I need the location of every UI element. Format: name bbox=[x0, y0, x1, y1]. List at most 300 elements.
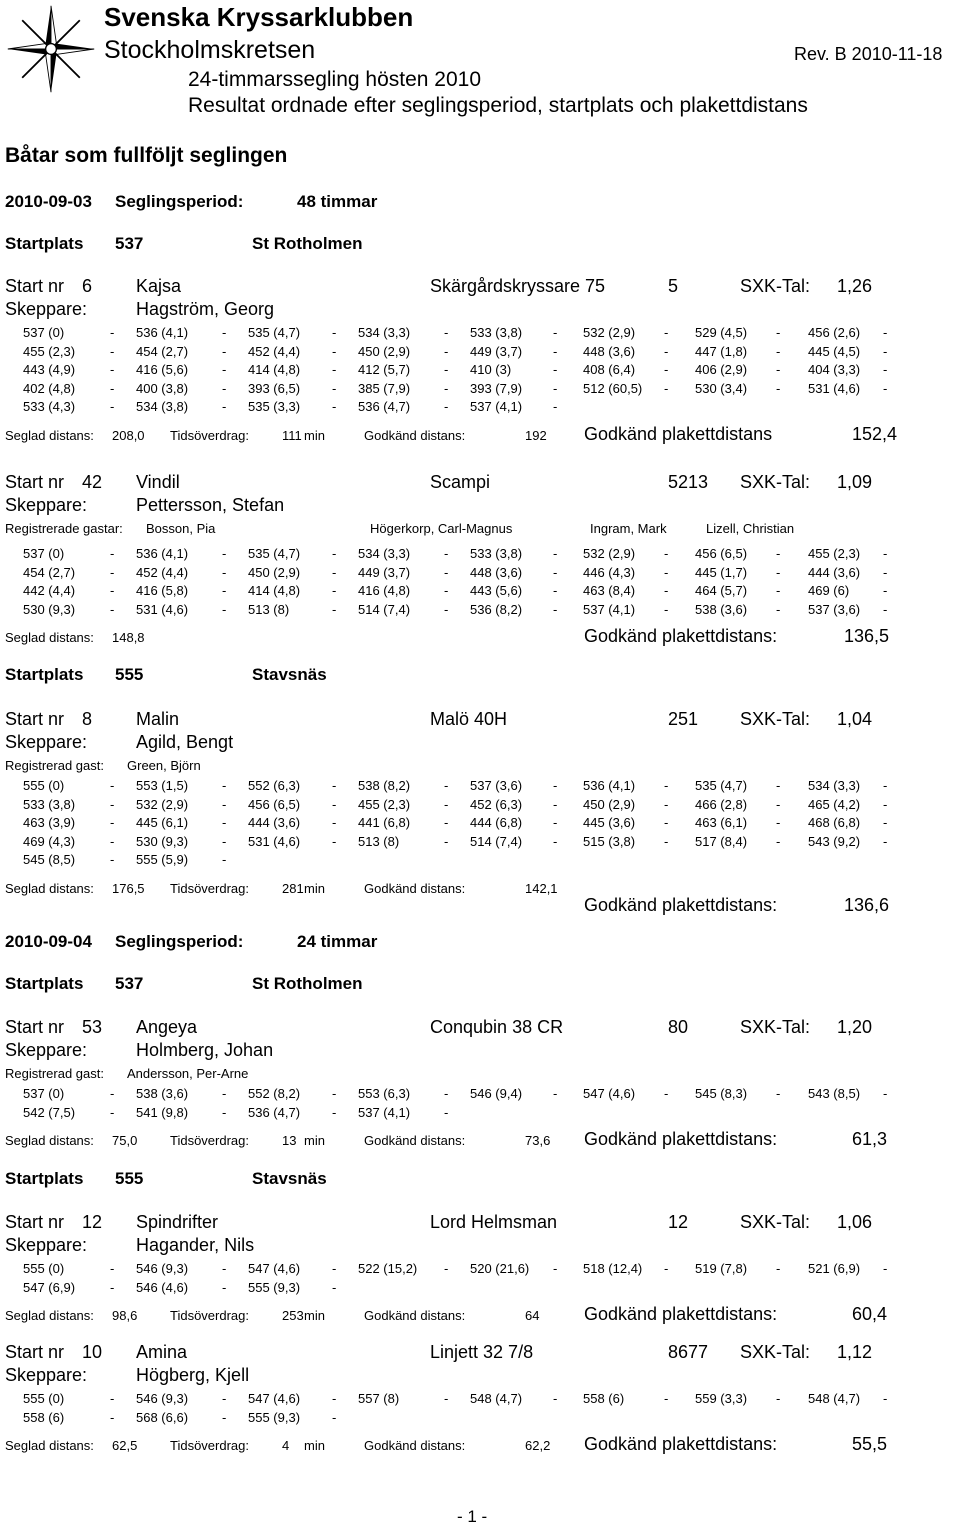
separator-dash: - bbox=[222, 1086, 227, 1101]
separator-dash: - bbox=[883, 815, 888, 830]
waypoint-row bbox=[0, 583, 960, 601]
period-duration: 48 timmar bbox=[297, 192, 378, 211]
separator-dash: - bbox=[444, 778, 449, 793]
approved-distance-label: Godkänd distans: bbox=[364, 880, 466, 896]
sxk-label: SXK-Tal: bbox=[740, 1017, 811, 1037]
waypoint: 449 (3,7) bbox=[358, 564, 411, 580]
boat-name: Vindil bbox=[136, 472, 180, 492]
waypoint-row bbox=[0, 1086, 960, 1104]
waypoint-row bbox=[0, 1261, 960, 1279]
separator-dash: - bbox=[553, 601, 558, 617]
separator-dash: - bbox=[332, 362, 337, 377]
waypoint: 410 (3) bbox=[470, 362, 512, 377]
separator-dash: - bbox=[332, 583, 337, 598]
boat-type: Scampi bbox=[430, 472, 491, 492]
separator-dash: - bbox=[110, 1086, 115, 1101]
start-nr-label: Start nr bbox=[5, 276, 65, 296]
waypoint: 536 (4,1) bbox=[136, 325, 189, 340]
separator-dash: - bbox=[776, 343, 781, 359]
waypoint: 455 (2,3) bbox=[808, 546, 861, 561]
sail-number: 80 bbox=[668, 1017, 689, 1037]
waypoint: 522 (15,2) bbox=[358, 1261, 418, 1276]
waypoint: 393 (7,9) bbox=[470, 380, 523, 396]
sxk-value: 1,04 bbox=[837, 709, 873, 729]
waypoint: 531 (4,6) bbox=[136, 601, 189, 617]
plaque-distance: 61,3 bbox=[852, 1129, 888, 1149]
separator-dash: - bbox=[553, 1086, 558, 1101]
start-nr: 10 bbox=[82, 1342, 103, 1362]
waypoint: 519 (7,8) bbox=[695, 1261, 748, 1276]
separator-dash: - bbox=[776, 564, 781, 580]
crew-member: Green, Björn bbox=[127, 758, 201, 773]
separator-dash: - bbox=[222, 1409, 227, 1425]
separator-dash: - bbox=[664, 362, 669, 377]
waypoint: 444 (3,6) bbox=[248, 815, 301, 830]
separator-dash: - bbox=[553, 796, 558, 812]
start-nr: 6 bbox=[82, 276, 93, 296]
waypoint: 414 (4,8) bbox=[248, 362, 301, 377]
waypoint: 538 (3,6) bbox=[695, 601, 748, 617]
separator-dash: - bbox=[222, 852, 227, 867]
startplats-label: Startplats bbox=[5, 665, 84, 684]
waypoint-row bbox=[0, 399, 960, 417]
separator-dash: - bbox=[664, 343, 669, 359]
separator-dash: - bbox=[110, 852, 115, 867]
separator-dash: - bbox=[664, 564, 669, 580]
separator-dash: - bbox=[222, 399, 227, 414]
sailed-distance-label: Seglad distans: bbox=[5, 427, 94, 443]
waypoint: 555 (9,3) bbox=[248, 1409, 301, 1425]
overtime: 253 bbox=[282, 1308, 304, 1323]
waypoint: 536 (4,1) bbox=[136, 546, 189, 561]
waypoint: 534 (3,8) bbox=[136, 399, 189, 414]
boat-type: Malö 40H bbox=[430, 709, 508, 729]
separator-dash: - bbox=[883, 796, 888, 812]
period-date: 2010-09-03 bbox=[5, 192, 92, 211]
separator-dash: - bbox=[444, 343, 449, 359]
skipper-name: Agild, Bengt bbox=[136, 732, 234, 752]
startplats-name: Stavsnäs bbox=[252, 665, 327, 684]
sail-number: 5 bbox=[668, 276, 679, 296]
separator-dash: - bbox=[110, 1391, 115, 1406]
start-nr-label: Start nr bbox=[5, 472, 65, 492]
separator-dash: - bbox=[444, 564, 449, 580]
waypoint: 534 (3,3) bbox=[358, 546, 411, 561]
period-label: Seglingsperiod: bbox=[115, 932, 244, 951]
waypoint: 455 (2,3) bbox=[358, 796, 411, 812]
waypoint: 468 (6,8) bbox=[808, 815, 861, 830]
separator-dash: - bbox=[444, 546, 449, 561]
boat-type: Conqubin 38 CR bbox=[430, 1017, 564, 1037]
separator-dash: - bbox=[110, 399, 115, 414]
period-date: 2010-09-04 bbox=[5, 932, 92, 951]
separator-dash: - bbox=[664, 833, 669, 849]
separator-dash: - bbox=[222, 325, 227, 340]
separator-dash: - bbox=[664, 778, 669, 793]
startplats-nr: 555 bbox=[115, 665, 144, 684]
separator-dash: - bbox=[222, 362, 227, 377]
crew-label: Registrerad gast: bbox=[5, 1066, 104, 1081]
separator-dash: - bbox=[332, 601, 337, 617]
separator-dash: - bbox=[553, 833, 558, 849]
waypoint: 445 (4,5) bbox=[808, 343, 861, 359]
waypoint-row bbox=[0, 1410, 960, 1428]
approved-distance: 73,6 bbox=[525, 1133, 551, 1148]
waypoint: 534 (3,3) bbox=[808, 778, 861, 793]
separator-dash: - bbox=[110, 815, 115, 830]
separator-dash: - bbox=[776, 778, 781, 793]
overtime-label: Tidsöverdrag: bbox=[170, 880, 249, 896]
waypoint: 448 (3,6) bbox=[470, 564, 523, 580]
crew-label: Registrerad gast: bbox=[5, 758, 104, 773]
separator-dash: - bbox=[332, 399, 337, 414]
waypoint: 442 (4,4) bbox=[23, 583, 76, 598]
overtime-label: Tidsöverdrag: bbox=[170, 1133, 249, 1148]
waypoint: 406 (2,9) bbox=[695, 362, 748, 377]
separator-dash: - bbox=[222, 1279, 227, 1295]
waypoint-row bbox=[0, 565, 960, 583]
waypoint: 444 (6,8) bbox=[470, 815, 523, 830]
waypoint: 404 (3,3) bbox=[808, 362, 861, 377]
separator-dash: - bbox=[553, 583, 558, 598]
waypoint: 537 (0) bbox=[23, 1086, 65, 1101]
waypoint: 513 (8) bbox=[248, 601, 290, 617]
waypoint: 521 (6,9) bbox=[808, 1261, 861, 1276]
crew-member: Bosson, Pia bbox=[146, 521, 216, 536]
minutes-unit: min bbox=[304, 880, 325, 896]
crew-member: Andersson, Per-Arne bbox=[127, 1066, 249, 1081]
separator-dash: - bbox=[110, 1409, 115, 1425]
waypoint: 452 (4,4) bbox=[248, 343, 301, 359]
separator-dash: - bbox=[553, 362, 558, 377]
waypoint-row bbox=[0, 325, 960, 343]
waypoint: 454 (2,7) bbox=[23, 564, 76, 580]
separator-dash: - bbox=[332, 1279, 337, 1295]
results-subtitle: Resultat ordnade efter seglingsperiod, startplats och plakettdistans bbox=[188, 94, 808, 117]
start-nr: 12 bbox=[82, 1212, 103, 1232]
sxk-value: 1,12 bbox=[837, 1342, 873, 1362]
separator-dash: - bbox=[883, 325, 888, 340]
separator-dash: - bbox=[883, 1086, 888, 1101]
separator-dash: - bbox=[883, 564, 888, 580]
waypoint: 536 (8,2) bbox=[470, 601, 523, 617]
waypoint: 450 (2,9) bbox=[358, 343, 411, 359]
skipper-label: Skeppare: bbox=[5, 495, 88, 515]
waypoint: 537 (4,1) bbox=[583, 601, 636, 617]
waypoint: 450 (2,9) bbox=[248, 564, 301, 580]
waypoint-row bbox=[0, 778, 960, 796]
separator-dash: - bbox=[883, 546, 888, 561]
waypoint: 530 (9,3) bbox=[23, 601, 76, 617]
separator-dash: - bbox=[553, 1391, 558, 1406]
separator-dash: - bbox=[553, 815, 558, 830]
skipper-label: Skeppare: bbox=[5, 1235, 88, 1255]
overtime: 281 bbox=[282, 880, 304, 896]
separator-dash: - bbox=[444, 380, 449, 396]
sailed-distance-label: Seglad distans: bbox=[5, 880, 94, 896]
minutes-unit: min bbox=[304, 427, 325, 443]
waypoint: 513 (8) bbox=[358, 833, 400, 849]
plaque-distance: 55,5 bbox=[852, 1434, 888, 1454]
waypoint: 455 (2,3) bbox=[23, 343, 76, 359]
waypoint: 548 (4,7) bbox=[808, 1391, 861, 1406]
separator-dash: - bbox=[110, 601, 115, 617]
separator-dash: - bbox=[553, 325, 558, 340]
waypoint-row bbox=[0, 852, 960, 870]
plaque-distance: 136,6 bbox=[844, 894, 890, 915]
startplats-label: Startplats bbox=[5, 234, 84, 253]
separator-dash: - bbox=[332, 343, 337, 359]
waypoint: 552 (6,3) bbox=[248, 778, 301, 793]
waypoint: 530 (9,3) bbox=[136, 833, 189, 849]
waypoint: 536 (4,1) bbox=[583, 778, 636, 793]
waypoint: 515 (3,8) bbox=[583, 833, 636, 849]
waypoint: 444 (3,6) bbox=[808, 564, 861, 580]
skipper-label: Skeppare: bbox=[5, 1040, 88, 1060]
waypoint: 530 (3,4) bbox=[695, 380, 748, 396]
sxk-label: SXK-Tal: bbox=[740, 1212, 811, 1232]
waypoint: 514 (7,4) bbox=[470, 833, 523, 849]
startplats-name: St Rotholmen bbox=[252, 234, 363, 253]
waypoint: 545 (8,5) bbox=[23, 852, 76, 867]
separator-dash: - bbox=[553, 564, 558, 580]
separator-dash: - bbox=[332, 564, 337, 580]
waypoint: 555 (0) bbox=[23, 1261, 65, 1276]
waypoint: 541 (9,8) bbox=[136, 1104, 189, 1120]
sailed-distance: 176,5 bbox=[112, 880, 145, 896]
approved-distance: 192 bbox=[525, 427, 547, 443]
revision: Rev. B 2010-11-18 bbox=[794, 44, 943, 64]
separator-dash: - bbox=[776, 362, 781, 377]
waypoint: 469 (6) bbox=[808, 583, 850, 598]
plaque-distance: 60,4 bbox=[852, 1304, 888, 1324]
separator-dash: - bbox=[332, 325, 337, 340]
crew-member: Lizell, Christian bbox=[706, 521, 795, 536]
separator-dash: - bbox=[444, 1261, 449, 1276]
separator-dash: - bbox=[110, 380, 115, 396]
separator-dash: - bbox=[664, 583, 669, 598]
waypoint: 546 (4,6) bbox=[136, 1279, 189, 1295]
waypoint: 533 (3,8) bbox=[23, 796, 76, 812]
waypoint: 532 (2,9) bbox=[136, 796, 189, 812]
waypoint: 469 (4,3) bbox=[23, 833, 76, 849]
waypoint: 452 (6,3) bbox=[470, 796, 523, 812]
startplats-nr: 555 bbox=[115, 1169, 144, 1188]
waypoint: 402 (4,8) bbox=[23, 380, 76, 396]
waypoint: 441 (6,8) bbox=[358, 815, 411, 830]
minutes-unit: min bbox=[304, 1438, 325, 1453]
separator-dash: - bbox=[883, 1261, 888, 1276]
sailed-distance-label: Seglad distans: bbox=[5, 1133, 94, 1148]
separator-dash: - bbox=[332, 1391, 337, 1406]
sxk-value: 1,20 bbox=[837, 1017, 873, 1037]
separator-dash: - bbox=[444, 601, 449, 617]
separator-dash: - bbox=[883, 601, 888, 617]
waypoint: 466 (2,8) bbox=[695, 796, 748, 812]
startplats-name: Stavsnäs bbox=[252, 1169, 327, 1188]
waypoint: 537 (3,6) bbox=[470, 778, 523, 793]
plaque-distance-label: Godkänd plakettdistans: bbox=[584, 1304, 778, 1324]
waypoint-row bbox=[0, 1391, 960, 1409]
waypoint-row bbox=[0, 1280, 960, 1298]
skipper-name: Holmberg, Johan bbox=[136, 1040, 274, 1060]
waypoint: 535 (3,3) bbox=[248, 399, 301, 414]
minutes-unit: min bbox=[304, 1308, 325, 1323]
waypoint: 558 (6) bbox=[583, 1391, 625, 1406]
separator-dash: - bbox=[444, 815, 449, 830]
separator-dash: - bbox=[776, 325, 781, 340]
sxk-compass-logo bbox=[6, 4, 96, 94]
startplats-label: Startplats bbox=[5, 974, 84, 993]
waypoint: 414 (4,8) bbox=[248, 583, 301, 598]
waypoint: 385 (7,9) bbox=[358, 380, 411, 396]
period-duration: 24 timmar bbox=[297, 932, 378, 951]
separator-dash: - bbox=[444, 362, 449, 377]
waypoint: 552 (8,2) bbox=[248, 1086, 301, 1101]
separator-dash: - bbox=[553, 546, 558, 561]
separator-dash: - bbox=[110, 362, 115, 377]
waypoint-row bbox=[0, 834, 960, 852]
skipper-label: Skeppare: bbox=[5, 732, 88, 752]
skipper-name: Hagström, Georg bbox=[136, 299, 275, 319]
waypoint: 520 (21,6) bbox=[470, 1261, 530, 1276]
skipper-name: Pettersson, Stefan bbox=[136, 495, 285, 515]
separator-dash: - bbox=[222, 815, 227, 830]
start-nr: 53 bbox=[82, 1017, 103, 1037]
separator-dash: - bbox=[222, 778, 227, 793]
overtime: 111 bbox=[282, 427, 302, 443]
start-nr: 42 bbox=[82, 472, 103, 492]
waypoint: 555 (5,9) bbox=[136, 852, 189, 867]
plaque-distance-label: Godkänd plakettdistans: bbox=[584, 894, 778, 915]
overtime: 13 bbox=[282, 1133, 297, 1148]
event-title: 24-timmarssegling hösten 2010 bbox=[188, 68, 481, 91]
waypoint: 533 (3,8) bbox=[470, 325, 523, 340]
separator-dash: - bbox=[444, 1104, 449, 1120]
boat-type: Skärgårdskryssare 75 bbox=[430, 276, 606, 296]
approved-distance-label: Godkänd distans: bbox=[364, 1308, 466, 1323]
separator-dash: - bbox=[664, 1391, 669, 1406]
sxk-label: SXK-Tal: bbox=[740, 709, 811, 729]
separator-dash: - bbox=[776, 796, 781, 812]
separator-dash: - bbox=[776, 1391, 781, 1406]
plaque-distance-label: Godkänd plakettdistans: bbox=[584, 626, 778, 646]
waypoint: 537 (0) bbox=[23, 546, 65, 561]
waypoint: 546 (9,3) bbox=[136, 1391, 189, 1406]
waypoint: 447 (1,8) bbox=[695, 343, 748, 359]
waypoint: 393 (6,5) bbox=[248, 380, 301, 396]
waypoint: 446 (4,3) bbox=[583, 564, 636, 580]
separator-dash: - bbox=[110, 1279, 115, 1295]
boat-name: Spindrifter bbox=[136, 1212, 219, 1232]
overtime-label: Tidsöverdrag: bbox=[170, 427, 249, 443]
waypoint: 463 (6,1) bbox=[695, 815, 748, 830]
waypoint: 534 (3,3) bbox=[358, 325, 411, 340]
separator-dash: - bbox=[664, 546, 669, 561]
sail-number: 8677 bbox=[668, 1342, 709, 1362]
skipper-name: Högberg, Kjell bbox=[136, 1365, 250, 1385]
separator-dash: - bbox=[444, 1391, 449, 1406]
waypoint: 546 (9,3) bbox=[136, 1261, 189, 1276]
approved-distance: 64 bbox=[525, 1308, 540, 1323]
separator-dash: - bbox=[883, 833, 888, 849]
waypoint-row bbox=[0, 815, 960, 833]
waypoint: 452 (4,4) bbox=[136, 564, 189, 580]
skipper-label: Skeppare: bbox=[5, 299, 88, 319]
sxk-label: SXK-Tal: bbox=[740, 1342, 811, 1362]
waypoint: 443 (5,6) bbox=[470, 583, 523, 598]
separator-dash: - bbox=[776, 815, 781, 830]
skipper-name: Hagander, Nils bbox=[136, 1235, 255, 1255]
waypoint: 555 (0) bbox=[23, 1391, 65, 1406]
separator-dash: - bbox=[444, 399, 449, 414]
waypoint: 456 (2,6) bbox=[808, 325, 861, 340]
separator-dash: - bbox=[444, 583, 449, 598]
waypoint-row bbox=[0, 381, 960, 399]
plaque-distance: 152,4 bbox=[852, 423, 898, 444]
start-nr-label: Start nr bbox=[5, 709, 65, 729]
waypoint: 537 (4,1) bbox=[470, 399, 523, 414]
separator-dash: - bbox=[332, 796, 337, 812]
waypoint: 512 (60,5) bbox=[583, 380, 643, 396]
waypoint: 532 (2,9) bbox=[583, 546, 636, 561]
separator-dash: - bbox=[222, 380, 227, 396]
separator-dash: - bbox=[664, 601, 669, 617]
waypoint: 465 (4,2) bbox=[808, 796, 861, 812]
separator-dash: - bbox=[222, 343, 227, 359]
waypoint: 557 (8) bbox=[358, 1391, 400, 1406]
sailed-distance: 148,8 bbox=[112, 630, 145, 645]
waypoint: 559 (3,3) bbox=[695, 1391, 748, 1406]
waypoint-row bbox=[0, 546, 960, 564]
approved-distance: 142,1 bbox=[525, 880, 558, 896]
sxk-label: SXK-Tal: bbox=[740, 276, 811, 296]
separator-dash: - bbox=[776, 546, 781, 561]
waypoint: 543 (9,2) bbox=[808, 833, 861, 849]
separator-dash: - bbox=[444, 796, 449, 812]
separator-dash: - bbox=[110, 564, 115, 580]
separator-dash: - bbox=[444, 325, 449, 340]
waypoint: 558 (6) bbox=[23, 1409, 65, 1425]
sailed-distance-label: Seglad distans: bbox=[5, 1308, 94, 1323]
page-number: - 1 - bbox=[457, 1507, 488, 1526]
separator-dash: - bbox=[332, 778, 337, 793]
district-name: Stockholmskretsen bbox=[104, 36, 316, 64]
separator-dash: - bbox=[332, 815, 337, 830]
waypoint-row bbox=[0, 797, 960, 815]
sailed-distance-label: Seglad distans: bbox=[5, 1438, 94, 1453]
separator-dash: - bbox=[332, 1086, 337, 1101]
waypoint: 568 (6,6) bbox=[136, 1409, 189, 1425]
waypoint: 555 (9,3) bbox=[248, 1279, 301, 1295]
waypoint: 538 (8,2) bbox=[358, 778, 411, 793]
overtime-label: Tidsöverdrag: bbox=[170, 1438, 249, 1453]
waypoint: 445 (3,6) bbox=[583, 815, 636, 830]
separator-dash: - bbox=[664, 796, 669, 812]
waypoint: 553 (1,5) bbox=[136, 778, 189, 793]
boat-name: Malin bbox=[136, 709, 180, 729]
waypoint-row bbox=[0, 344, 960, 362]
waypoint: 547 (4,6) bbox=[583, 1086, 636, 1101]
waypoint: 445 (6,1) bbox=[136, 815, 189, 830]
waypoint: 537 (0) bbox=[23, 325, 65, 340]
waypoint: 443 (4,9) bbox=[23, 362, 76, 377]
separator-dash: - bbox=[776, 833, 781, 849]
waypoint: 553 (6,3) bbox=[358, 1086, 411, 1101]
separator-dash: - bbox=[110, 1261, 115, 1276]
waypoint: 416 (5,6) bbox=[136, 362, 189, 377]
separator-dash: - bbox=[110, 796, 115, 812]
